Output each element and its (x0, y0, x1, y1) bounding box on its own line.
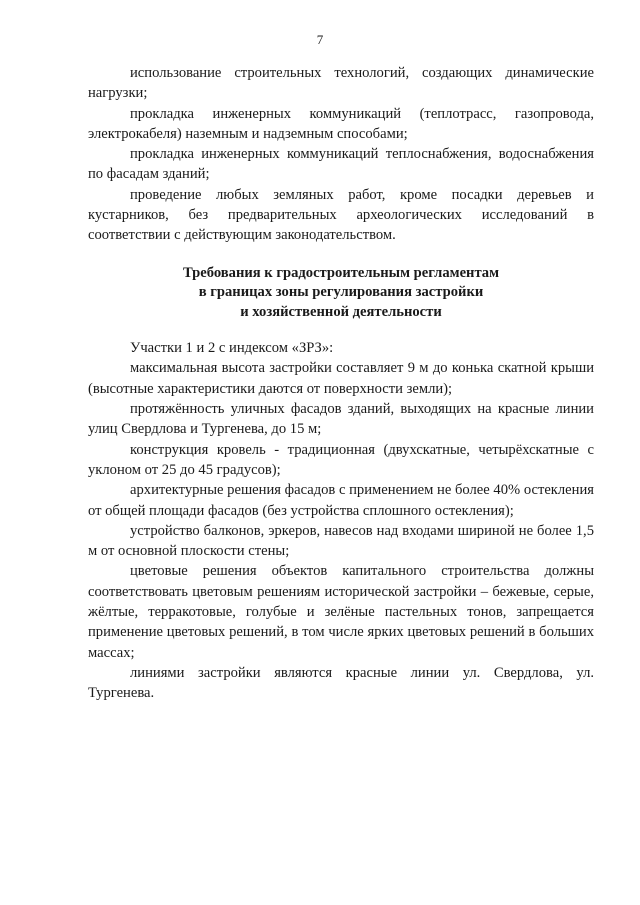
section-heading-line: и хозяйственной деятельности (240, 303, 442, 320)
requirement-item: максимальная высота застройки составляет 9 м до конька скатной крыши (высотные характеристики даются от поверхности земли); (88, 360, 594, 397)
section-heading-line: в границах зоны регулирования застройки (198, 284, 484, 301)
section-heading (88, 264, 594, 323)
page-number: 7 (316, 32, 324, 47)
requirement-item: протяжённость уличных фасадов зданий, выходящих на красные линии улиц Свердлова и Тургенева, до 15 м; (88, 401, 594, 438)
restriction-item: прокладка инженерных коммуникаций теплоснабжения, водоснабжения по фасадам зданий; (88, 146, 594, 183)
requirement-item: конструкция кровель - традиционная (двухскатные, четырёхскатные с уклоном от 25 до 45 градусов); (88, 441, 594, 478)
plots-intro: Участки 1 и 2 с индексом «ЗРЗ»: (130, 340, 334, 357)
restriction-item: использование строительных технологий, создающих динамические нагрузки; (88, 65, 594, 102)
requirement-item: цветовые решения объектов капитального строительства должны соответствовать цветовым решениям исторической застройки – бежевые, серые, жёлтые, терракотовые, голубые и зелёные пастельных тонов, запрещается применение цветовых решений, в том числе ярких цветовых решений в больших массах; (88, 563, 594, 661)
requirement-item: линиями застройки являются красные линии ул. Свердлова, ул. Тургенева. (88, 664, 594, 702)
restriction-item: прокладка инженерных коммуникаций (теплотрасс, газопровода, электрокабеля) наземным и надземным способами; (88, 105, 594, 142)
requirement-item: устройство балконов, эркеров, навесов над входами шириной не более 1,5 м от основной плоскости стены; (88, 522, 594, 560)
document-body (88, 63, 594, 704)
section-heading-line: Требования к градостроительным регламентам (182, 264, 500, 281)
requirement-item: архитектурные решения фасадов с применением не более 40% остекления от общей площади фасадов (без устройства сплошного остекления); (88, 482, 594, 519)
restriction-item: проведение любых земляных работ, кроме посадки деревьев и кустарников, без предварительных археологических исследований в соответствии с действующим законодательством. (88, 186, 594, 244)
